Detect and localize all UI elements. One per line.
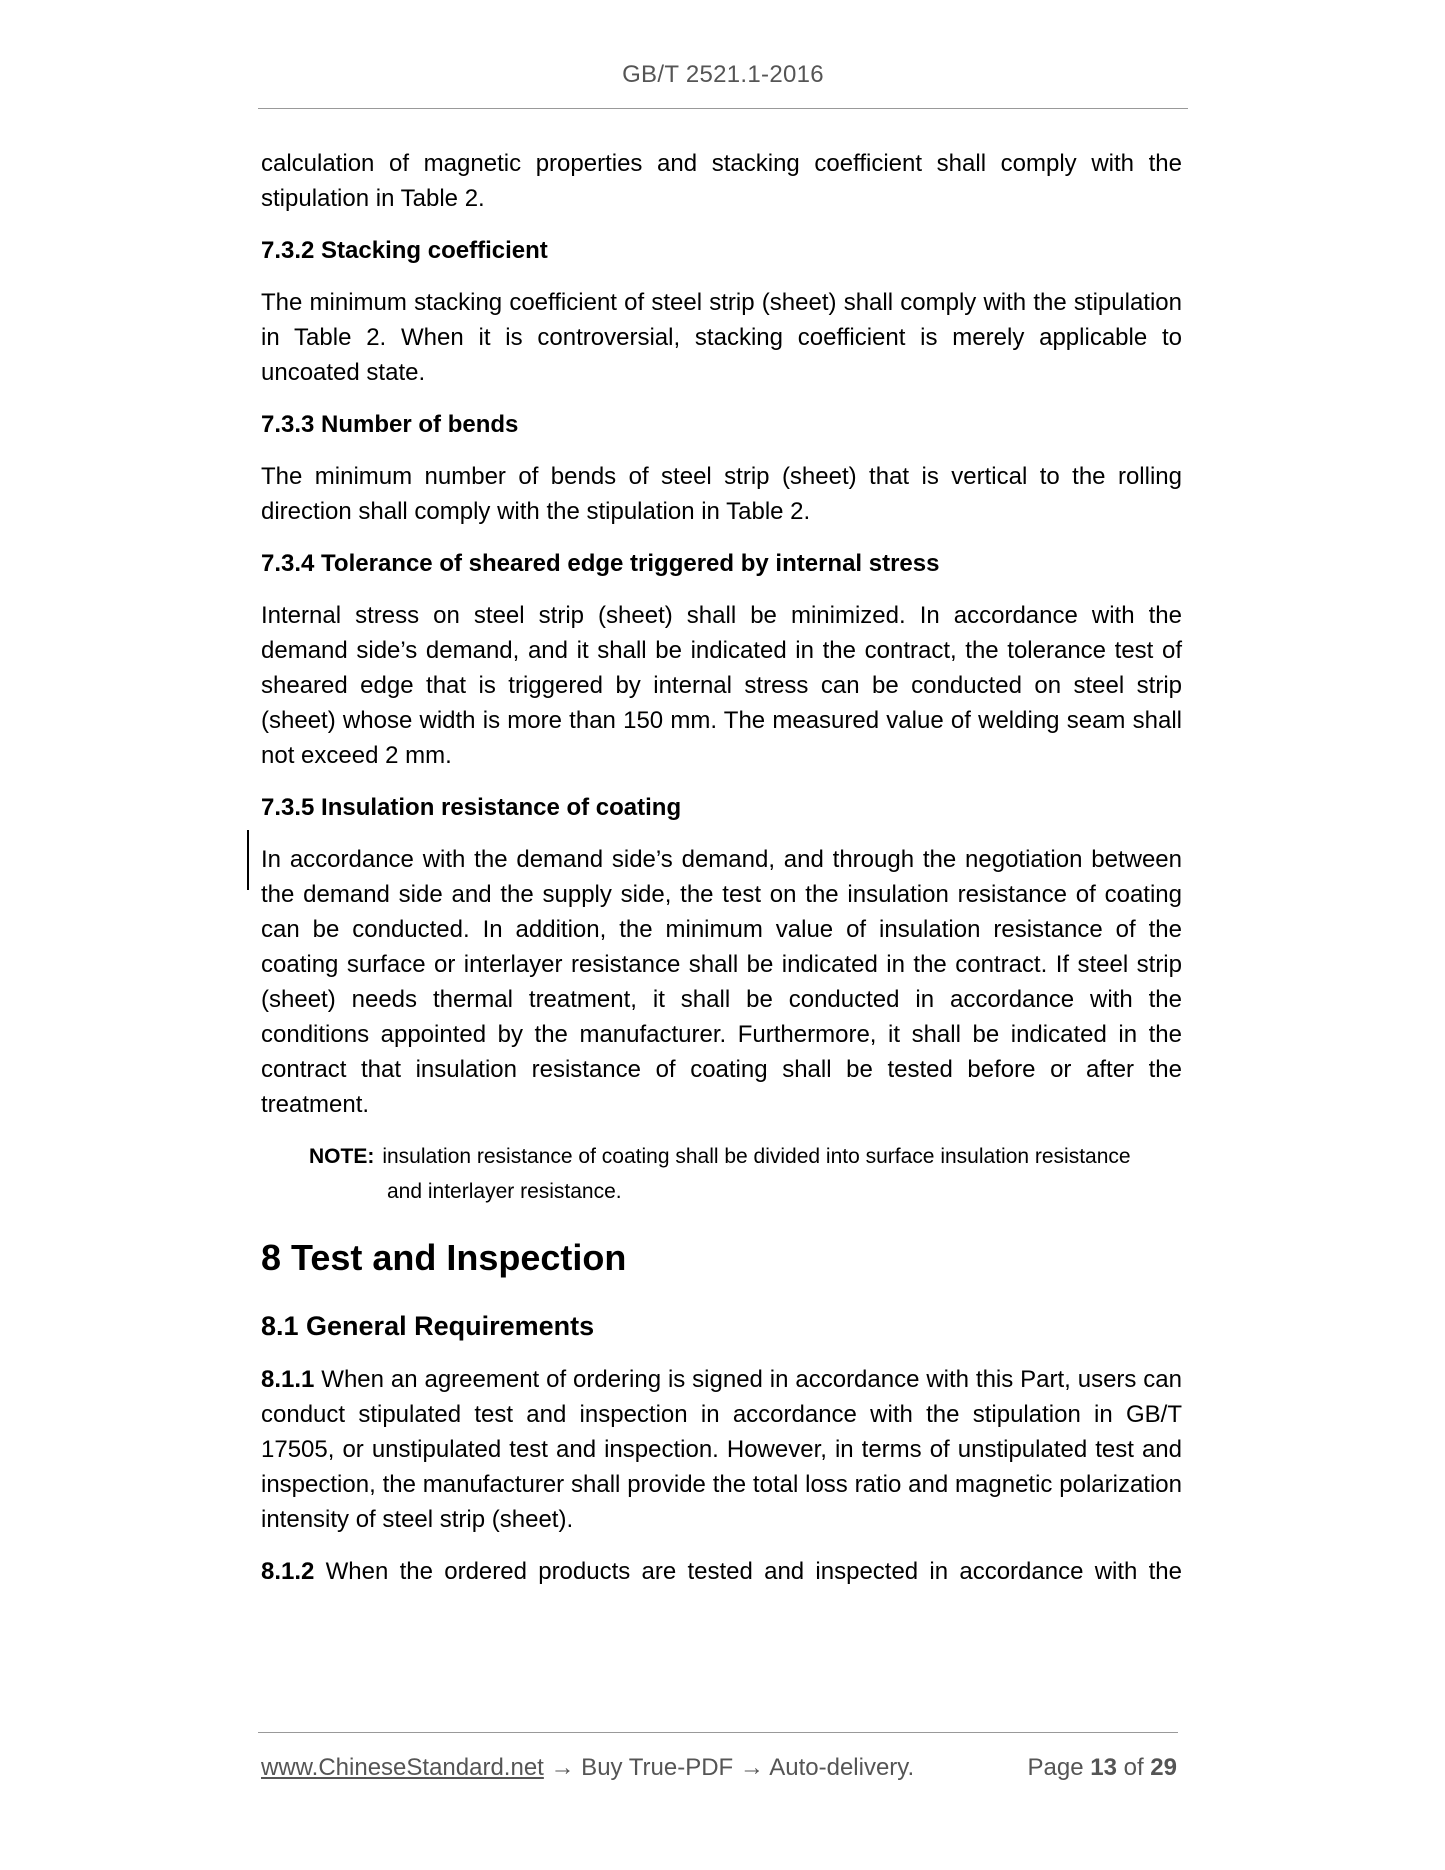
heading-section-8: 8 Test and Inspection <box>261 1237 627 1278</box>
heading-8-1: 8.1 General Requirements <box>261 1311 595 1341</box>
page-total: 29 <box>1150 1754 1177 1781</box>
note-text-line1: insulation resistance of coating shall be divided into surface insulation resistance <box>382 1145 1131 1168</box>
revision-bar <box>247 830 249 890</box>
page-footer <box>261 1752 1181 1784</box>
website-link[interactable]: www.ChineseStandard.net <box>261 1754 544 1781</box>
page-label: Page <box>1027 1754 1084 1781</box>
page-body <box>261 146 1182 1589</box>
paragraph-8-1-1 <box>261 1362 1182 1537</box>
paragraph-7-3-3: The minimum number of bends of steel strip (sheet) that is vertical to the rolling direction shall comply with the stipulation in Table 2. <box>261 463 1182 525</box>
clause-number-8-1-2: 8.1.2 <box>261 1558 315 1585</box>
paragraph-7-3-5: In accordance with the demand side’s demand, and through the negotiation between the demand side and the supply side, the test on the insulation resistance of coating can be conducted. In addition, the minimum value of insulation resistance of the coating surface or interlayer resistance shall be indicated in the contract. If steel strip (sheet) needs thermal treatment, it shall be conducted in accordance with the conditions appointed by the manufacturer. Furthermore, it shall be indicated in the contract that insulation resistance of coating shall be tested before or after the treatment. <box>261 846 1182 1118</box>
heading-7-3-4: 7.3.4 Tolerance of sheared edge triggered by internal stress <box>261 550 940 577</box>
clause-text-8-1-1: When an agreement of ordering is signed in accordance with this Part, users can conduct stipulated test and inspection in accordance with the stipulation in GB/T 17505, or unstipulated test and inspection. However, in terms of unstipulated test and inspection, the manufacturer shall provide the total loss ratio and magnetic polarization intensity of steel strip (sheet). <box>261 1366 1183 1533</box>
note-label: NOTE: <box>309 1145 375 1168</box>
page-number: 13 <box>1090 1754 1117 1781</box>
note-text-line2: and interlayer resistance. <box>387 1180 622 1203</box>
footer-tagline: → Buy True-PDF → Auto-delivery. <box>543 1754 915 1781</box>
running-header: GB/T 2521.1-2016 <box>622 61 824 88</box>
paragraph-7-3-4: Internal stress on steel strip (sheet) shall be minimized. In accordance with the demand side’s demand, and it shall be indicated in the contract, the tolerance test of sheared edge that is triggered by internal stress can be conducted on steel strip (sheet) whose width is more than 150 mm. The measured value of welding seam shall not exceed 2 mm. <box>261 602 1182 769</box>
clause-text-8-1-2: When the ordered products are tested and inspected in accordance with the <box>325 1558 1183 1585</box>
heading-7-3-2: 7.3.2 Stacking coefficient <box>261 237 548 264</box>
heading-7-3-5: 7.3.5 Insulation resistance of coating <box>261 794 682 821</box>
paragraph-7-3-2: The minimum stacking coefficient of steel strip (sheet) shall comply with the stipulation in Table 2. When it is controversial, stacking coefficient is merely applicable to uncoated state. <box>261 289 1182 386</box>
note-block <box>309 1139 1182 1209</box>
of-label: of <box>1123 1754 1144 1781</box>
page-indicator <box>1028 1752 1178 1784</box>
header-divider <box>258 108 1188 109</box>
footer-divider <box>258 1732 1178 1733</box>
paragraph-8-1-2 <box>261 1554 1182 1589</box>
clause-number-8-1-1: 8.1.1 <box>261 1366 315 1393</box>
heading-7-3-3: 7.3.3 Number of bends <box>261 411 519 438</box>
intro-paragraph: calculation of magnetic properties and stacking coefficient shall comply with the stipulation in Table 2. <box>261 150 1182 212</box>
